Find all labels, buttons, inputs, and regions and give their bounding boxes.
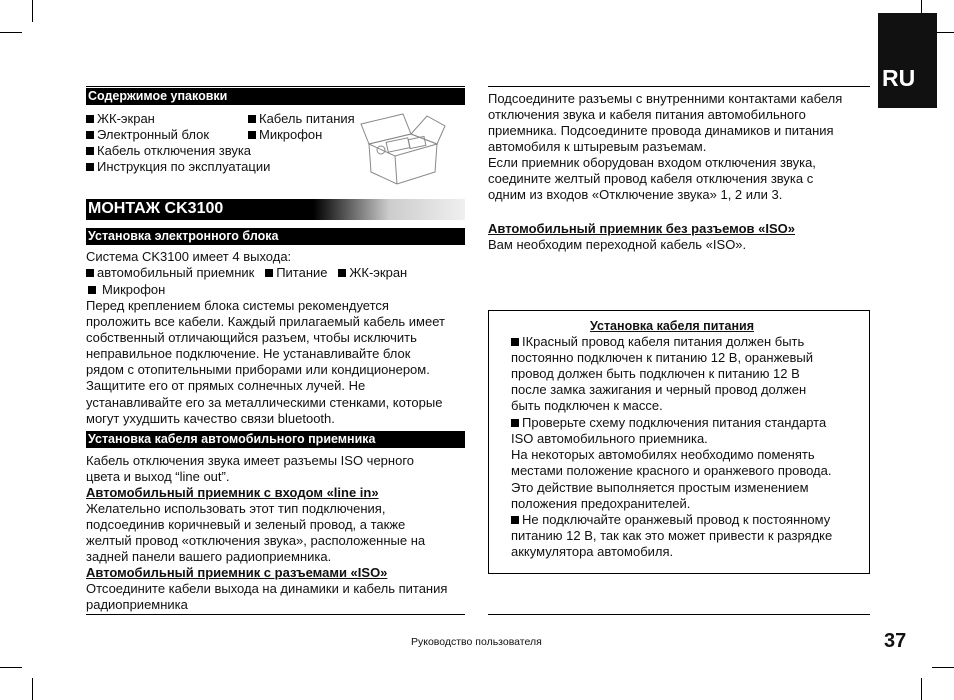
bullet-square-icon [248,115,256,123]
crop-mark [0,32,22,33]
list-item: Инструкция по эксплуатации [86,159,270,175]
bullet-square-icon [511,516,519,524]
bullet-square-icon [511,419,519,427]
linein-title: Автомобильный приемник с входом «line in» [86,485,379,500]
mount-title: МОНТАЖ CK3100 [88,200,224,217]
bullet-square-icon [86,131,94,139]
bullet-square-icon [86,163,94,171]
crop-mark [932,667,954,668]
crop-mark [921,678,922,700]
bottom-rule-right [488,614,870,615]
page-number: 37 [884,630,907,652]
bullet-square-icon [86,147,94,155]
bottom-rule-left [86,614,465,615]
list-item: Кабель питания [248,111,355,127]
list-item: Микрофон [248,127,322,143]
bullet-square-icon [338,269,346,277]
bullet-square-icon [265,269,273,277]
bullet-square-icon [88,286,96,294]
crop-mark [32,678,33,700]
box-title: Установка кабеля питания [590,319,754,333]
unit-install-header: Установка электронного блока [86,228,465,245]
top-rule-right [488,86,870,87]
crop-mark [32,0,33,22]
iso-text-line: радиоприемника [86,597,188,612]
iso-text-line: Отсоедините кабели выхода на динамики и кабель питания [86,581,448,596]
unit-outputs-row: автомобильный приемник Питание ЖК-экран [86,265,407,281]
unit-intro: Система CK3100 имеет 4 выхода: [86,249,292,264]
crop-mark [0,667,22,668]
footer-text: Руководство пользователя [411,636,542,648]
list-item: Электронный блок [86,127,209,143]
noiso-title: Автомобильный приемник без разъемов «ISO» [488,221,795,236]
iso-title: Автомобильный приемник с разъемами «ISO» [86,565,388,580]
radio-intro-line: цвета и выход “line out”. [86,469,230,484]
list-item: Кабель отключения звука [86,143,251,159]
mount-title-bar [86,199,465,220]
package-box-icon [355,110,447,188]
contents-header: Содержимое упаковки [86,88,465,105]
bullet-square-icon [86,269,94,277]
top-rule-left [86,86,465,87]
bullet-square-icon [511,338,519,346]
bullet-square-icon [86,115,94,123]
radio-cable-header: Установка кабеля автомобильного приемника [86,431,465,448]
language-tab: RU [878,13,937,108]
unit-outputs-row: Микрофон [86,282,165,298]
radio-intro-line: Кабель отключения звука имеет разъемы ISO черного [86,453,415,468]
noiso-text: Вам необходим переходной кабель «ISO». [488,237,747,252]
bullet-square-icon [248,131,256,139]
list-item: ЖК-экран [86,111,155,127]
